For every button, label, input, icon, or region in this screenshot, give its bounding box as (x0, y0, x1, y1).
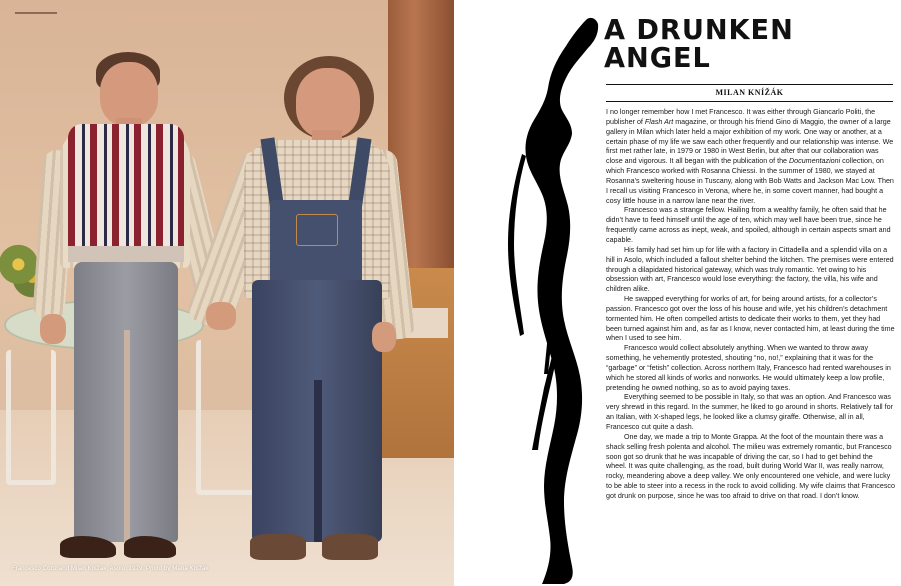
photo-caption: Francesco Conz and Milan Knížák, Asolo, 1979. Photo by Maria Knížák (12, 566, 209, 572)
paragraph: One day, we made a trip to Monte Grappa. At the foot of the mountain there was a shack selling fresh polenta and alcohol. The milieu was extremely romantic, but Francesco soon got so drunk that he was incapable of driving the car, so I had to get behind the wheel. It was quite challenging, as the road, built during World War II, was really narrow, rocky, meandering above a deep valley. We only encountered one vehicle, and were lucky to be able to steer into a recess in the rock to avoid colliding. My wife claims that Francesco got drunk on purpose, since he was too afraid to drive on that road. I don’t know. (606, 432, 895, 500)
title-line-1: A DRUNKEN (604, 13, 794, 46)
article-title (604, 13, 794, 74)
title-line-2: ANGEL (604, 41, 711, 74)
divider-rule (606, 101, 893, 102)
paragraph: Everything seemed to be possible in Italy, so that was an option. And Francesco was very shrewd in this regard. In the summer, he liked to go around in shorts. Relatively tall for an Italian, with X-shaped legs, he looked like a clumsy giraffe. Otherwise, all in all, Francesco cut quite a dash. (606, 393, 893, 431)
author-byline: MILAN KNÍŽÁK (715, 88, 784, 97)
divider-rule (606, 84, 893, 85)
figure-silhouette-illustration (468, 14, 618, 586)
paragraph: His family had set him up for life with a factory in Cittadella and a splendid villa on a hill in Asolo, which included a fallout shelter behind the kitchen. The premises were entered through a dilapidated historical gateway, which was truly romantic. Yet owing to his obsession with art, Francesco would lose everything: the factory, the villa, his wife and children alike. (606, 245, 894, 294)
paragraph: Francesco would collect absolutely anything. When we wanted to throw away something, he vehemently protested, shouting “no, no!,” explaining that it was for the “garbage” or “fetish” collection. Across northern Italy, Francesco had rented warehouses in which he stored all kinds of works and nonworks. He would ultimately keep a low profile, pretending he owned nothing, so as to avoid paying taxes. (606, 344, 891, 392)
paragraph: He swapped everything for works of art, for being around artists, for a collector’s passion. Francesco got over the loss of his house and wife, yet his children’s detachment tormented him. He often compelled artists to dedicate their works to them, yet they had been turned against him and, as far as I know, never contacted him, at least during the time when I used to see him. (606, 295, 895, 343)
article-page (454, 0, 901, 586)
paragraph: Francesco was a strange fellow. Hailing from a wealthy family, he often said that he didn’t have to feed himself until the age of ten, which may well have been true, since he frequently came across as inept, weak, and spoiled, although in certain aspects smart and capable. (606, 206, 891, 244)
garden-chair (6, 350, 56, 485)
wall-mark (15, 12, 57, 14)
paragraph: I no longer remember how I met Francesco. It was either through Giancarlo Politi, the publisher of Flash Art magazine, or through his friend Gino di Maggio, the owner of a large gallery in Milan which later held a major exhibition of my work. One way or another, at a certain phase of my life we saw each other frequently and our relationship was intense. We first met rather late, in 1979 or 1980 in West Berlin, but after that our collaboration was close and vigorous. It all began with the publication of the Documentazioni collection, on which Francesco worked with Rosanna Chiessi. In the summer of 1980, we stayed at Rosanna’s sweltering house in Tuscany, along with Bob Watts and Jackson Mac Low. Then I recall us visiting Francesco in Verona, where he, in some covert manner, had bought a cosy little house in a narrow lane near the river. (606, 108, 894, 205)
article-body (606, 108, 895, 502)
